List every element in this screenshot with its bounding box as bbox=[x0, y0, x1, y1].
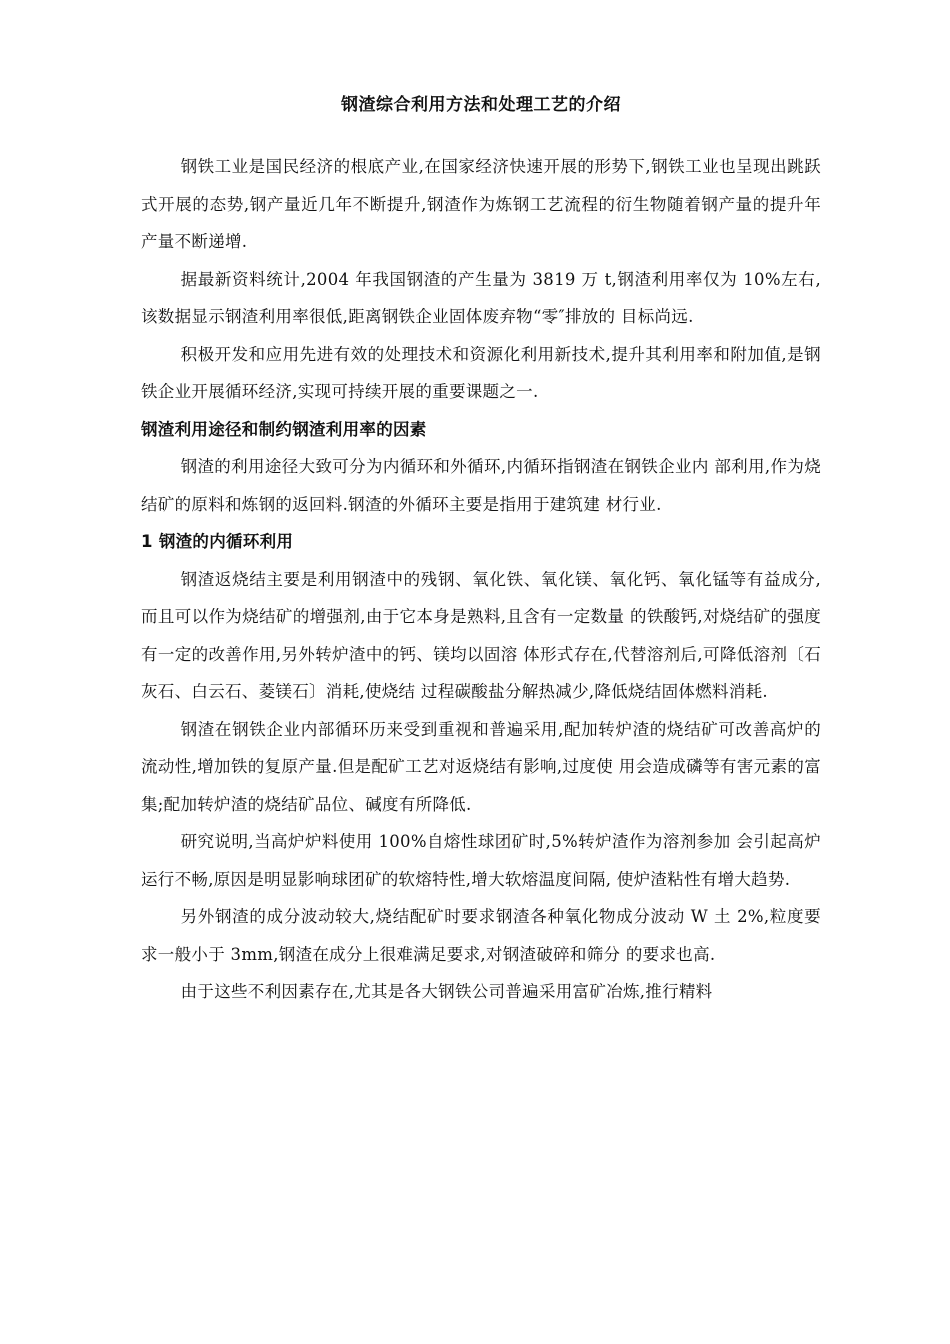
intro-paragraph-3: 积极开发和应用先进有效的处理技术和资源化利用新技术,提升其利用率和附加值,是钢铁企业开展循环经济,实现可持续开展的重要课题之一. bbox=[141, 344, 821, 401]
section1-paragraph-1: 钢渣的利用途径大致可分为内循环和外循环,内循环指钢渣在钢铁企业内 部利用,作为烧结矿的原料和炼钢的返回料.钢渣的外循环主要是指用于建筑建 材行业. bbox=[141, 457, 821, 514]
intro-paragraph-2: 据最新资料统计,2004 年我国钢渣的产生量为 3819 万 t,钢渣利用率仅为 10%左右,该数据显示钢渣利用率很低,距离钢铁企业固体废弃物“零″排放的 目标尚远. bbox=[141, 269, 821, 326]
intro-paragraph-1: 钢铁工业是国民经济的根底产业,在国家经济快速开展的形势下,钢铁工业也呈现出跳跃式开展的态势,钢产量近几年不断提升,钢渣作为炼钢工艺流程的衍生物随着钢产量的提升年产量不断递增. bbox=[141, 157, 821, 251]
section2-paragraph-3: 研究说明,当高炉炉料使用 100%自熔性球团矿时,5%转炉渣作为溶剂参加 会引起高炉运行不畅,原因是明显影响球团矿的软熔特性,增大软熔温度间隔, 使炉渣粘性有增大趋势. bbox=[141, 832, 821, 889]
section-heading-internal-cycle: 1 钢渣的内循环利用 bbox=[141, 532, 294, 551]
document-title: 钢渣综合利用方法和处理工艺的介绍 bbox=[341, 95, 621, 115]
section2-paragraph-2: 钢渣在钢铁企业内部循环历来受到重视和普遍采用,配加转炉渣的烧结矿可改善高炉的流动性,增加铁的复原产量.但是配矿工艺对返烧结有影响,过度使 用会造成磷等有害元素的富集;配加转炉渣的烧结矿品位、碱度有所降低. bbox=[141, 719, 821, 814]
section2-paragraph-4: 另外钢渣的成分波动较大,烧结配矿时要求钢渣各种氧化物成分波动 W 土 2%,粒度要求一般小于 3mm,钢渣在成分上很难满足要求,对钢渣破碎和筛分 的要求也高. bbox=[141, 907, 821, 964]
document-page bbox=[141, 86, 821, 1011]
section2-paragraph-5: 由于这些不利因素存在,尤其是各大钢铁公司普遍采用富矿冶炼,推行精料 bbox=[180, 982, 713, 1001]
section-heading-utilization: 钢渣利用途径和制约钢渣利用率的因素 bbox=[141, 419, 427, 439]
section2-paragraph-1: 钢渣返烧结主要是利用钢渣中的残钢、氧化铁、氧化镁、氧化钙、氧化锰等有益成分,而且可以作为烧结矿的增强剂,由于它本身是熟料,且含有一定数量 的铁酸钙,对烧结矿的强度有一定的改善作用,另外转炉渣中的钙、镁均以固溶 体形式存在,代替溶剂后,可降低溶剂〔石灰石、白云石、菱镁石〕消耗,使烧结 过程碳酸盐分解热减少,降低烧结固体燃料消耗. bbox=[141, 569, 821, 701]
